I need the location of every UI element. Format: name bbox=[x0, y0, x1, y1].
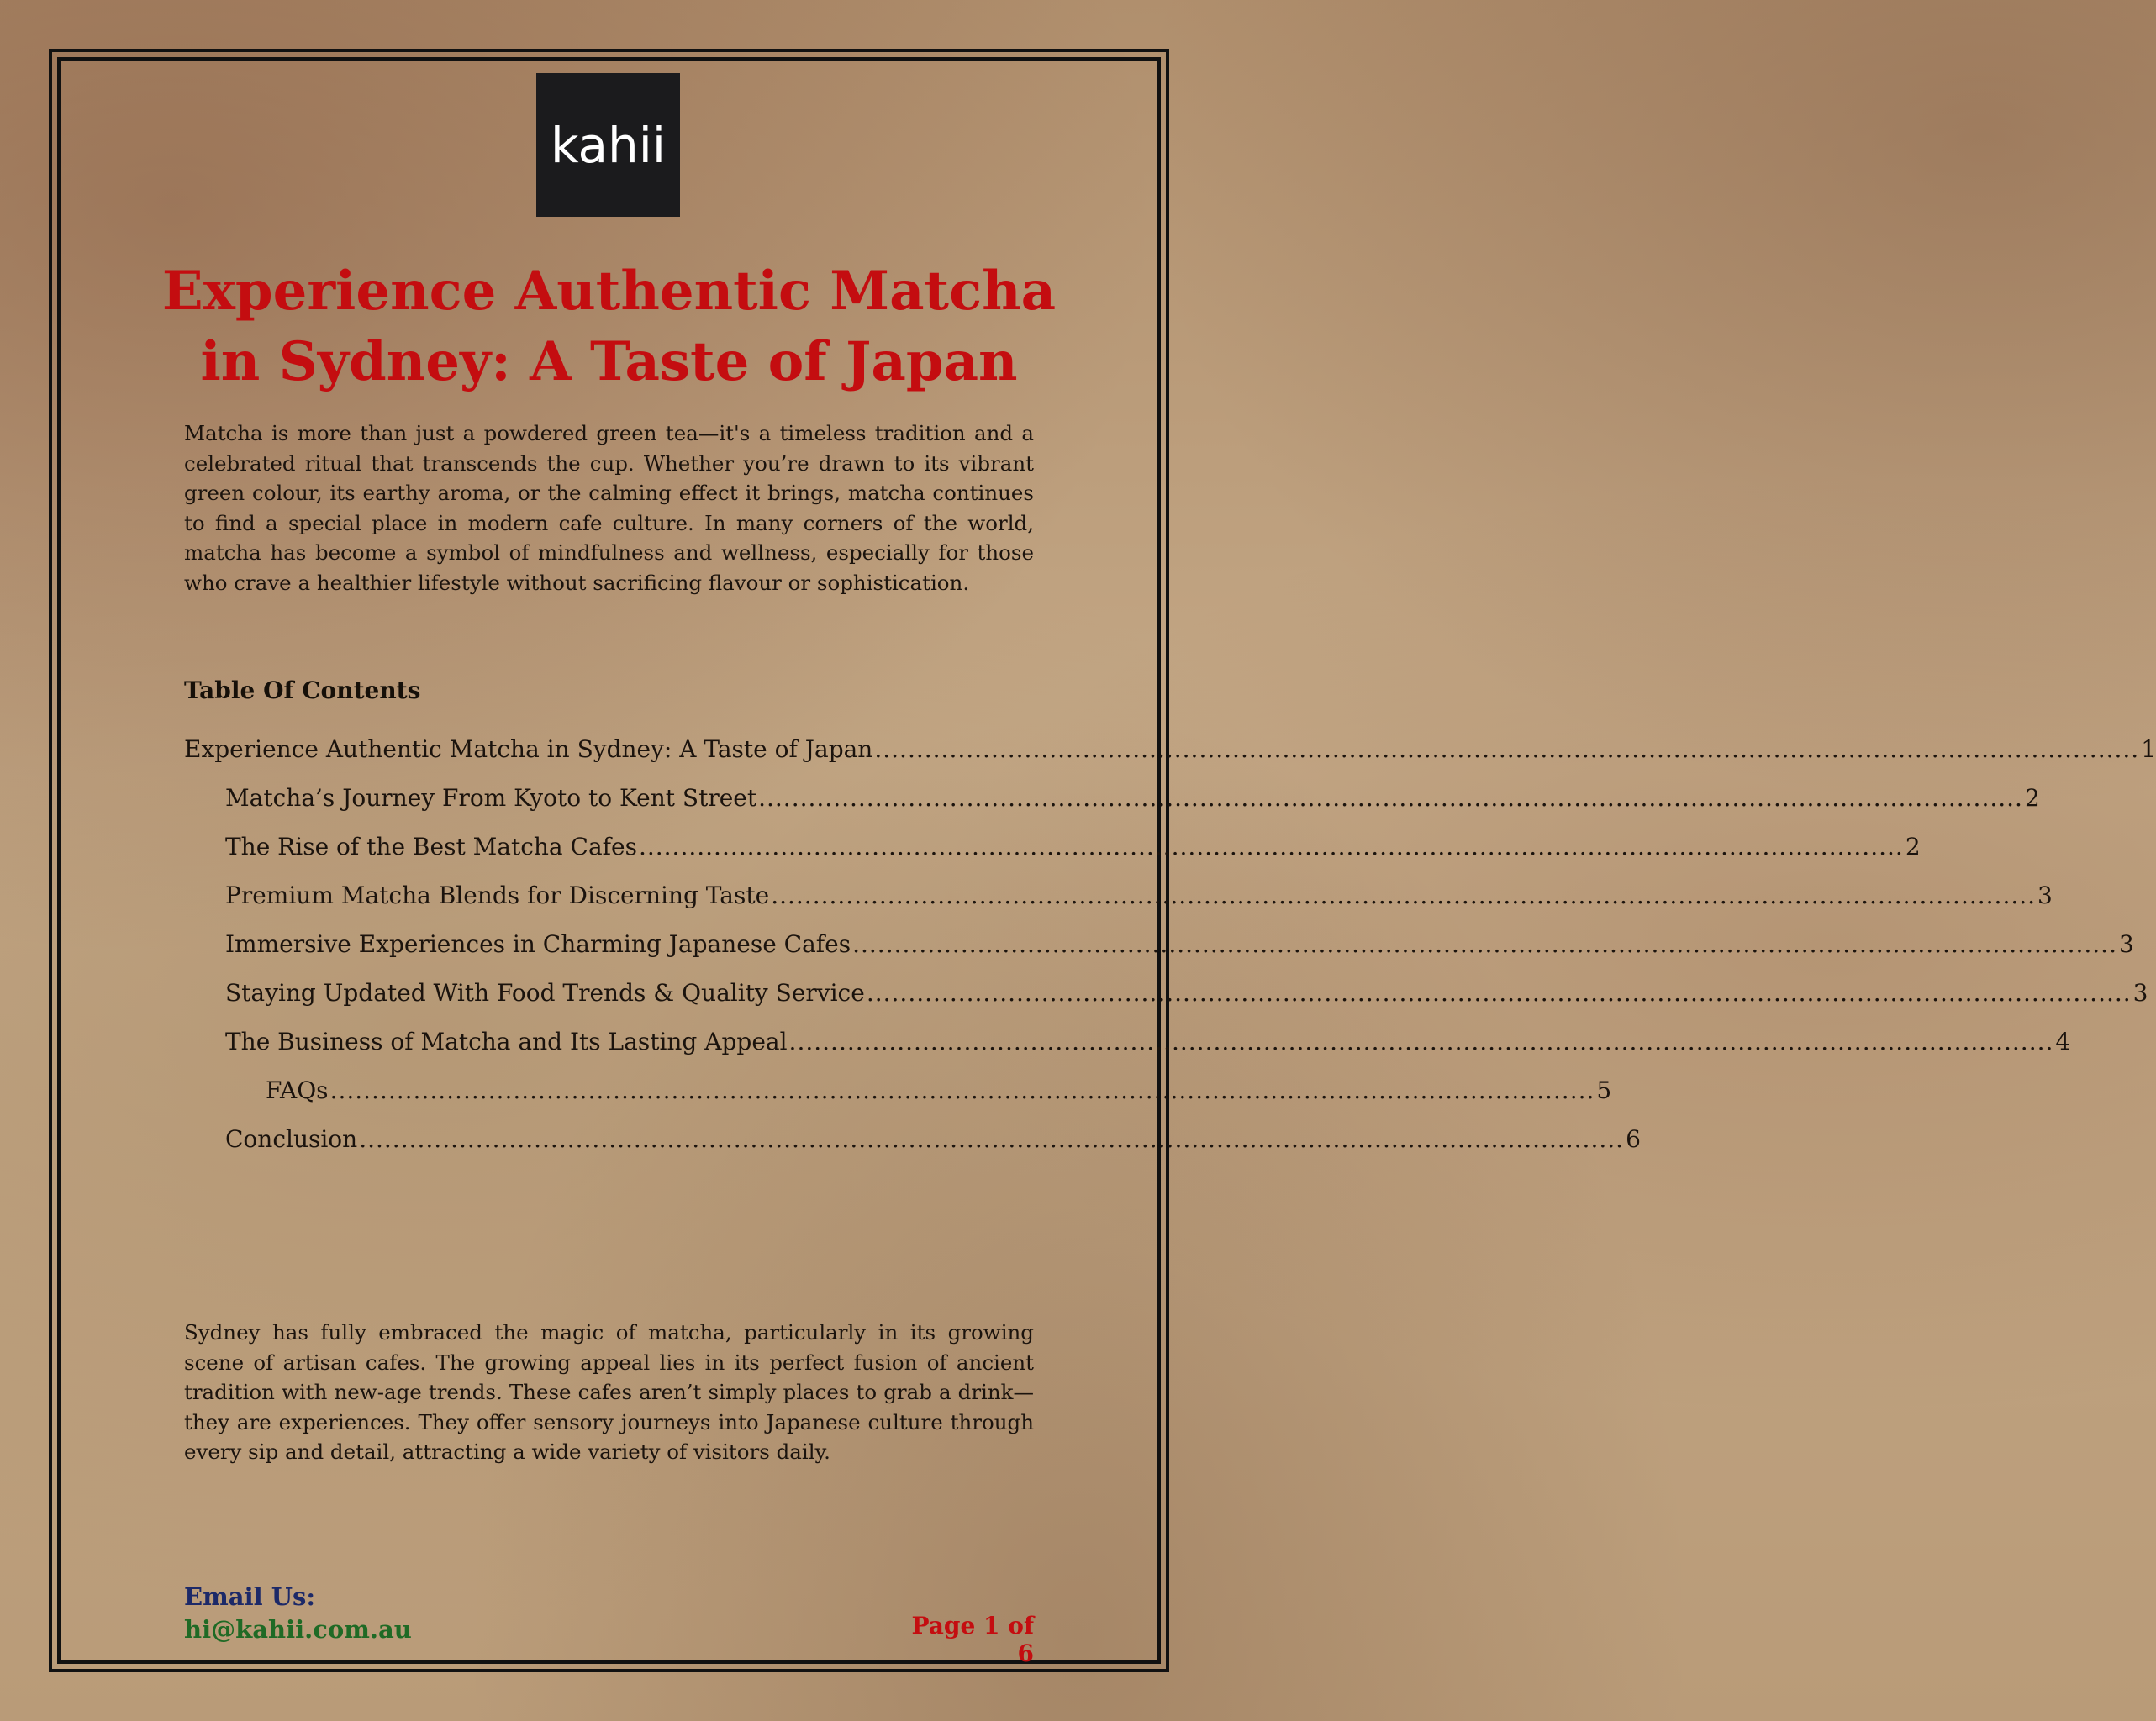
toc-item-label: Conclusion bbox=[225, 1124, 358, 1153]
toc-item-label: Immersive Experiences in Charming Japanese Cafes bbox=[225, 929, 851, 958]
toc-item-page: 4 bbox=[2055, 1027, 2071, 1055]
toc-item-page: 1 bbox=[2141, 734, 2156, 763]
logo-text: kahii bbox=[550, 116, 667, 174]
toc-item-label: Premium Matcha Blends for Discerning Taste bbox=[225, 881, 770, 909]
toc-item-page: 3 bbox=[2037, 881, 2053, 909]
toc-item[interactable] bbox=[184, 822, 1921, 871]
toc-leader-dots: ........................................................................................................................................................ bbox=[852, 929, 2117, 958]
toc-item[interactable] bbox=[184, 1114, 1641, 1163]
toc-item-label: FAQs bbox=[266, 1076, 329, 1104]
toc-item[interactable] bbox=[184, 1017, 2071, 1066]
toc-item-label: Matcha’s Journey From Kyoto to Kent Street bbox=[225, 783, 757, 812]
toc-leader-dots: ........................................................................................................................................................ bbox=[866, 978, 2132, 1007]
toc-leader-dots: ........................................................................................................................................................ bbox=[758, 783, 2023, 812]
toc-item-page: 2 bbox=[1905, 832, 1921, 860]
email-label: Email Us: bbox=[184, 1582, 316, 1611]
toc-item-page: 2 bbox=[2024, 783, 2040, 812]
toc-item[interactable] bbox=[184, 1066, 1612, 1114]
toc-leader-dots: ........................................................................................................................................................ bbox=[788, 1027, 2054, 1055]
toc-item-label: Experience Authentic Matcha in Sydney: A Taste of Japan bbox=[184, 734, 873, 763]
toc-item-page: 3 bbox=[2118, 929, 2134, 958]
toc-leader-dots: ........................................................................................................................................................ bbox=[771, 881, 2037, 909]
toc-item[interactable] bbox=[184, 968, 2148, 1017]
toc-item-label: Staying Updated With Food Trends & Quality Service bbox=[225, 978, 865, 1007]
toc-leader-dots: ........................................................................................................................................................ bbox=[638, 832, 1904, 860]
table-of-contents bbox=[184, 724, 2156, 1163]
page-title: Experience Authentic Matcha in Sydney: A Taste of Japan bbox=[161, 260, 1057, 393]
toc-item-page: 5 bbox=[1596, 1076, 1612, 1104]
toc-leader-dots: ........................................................................................................................................................ bbox=[359, 1124, 1625, 1153]
toc-item[interactable] bbox=[184, 919, 2134, 968]
toc-item-page: 3 bbox=[2132, 978, 2148, 1007]
toc-leader-dots: ........................................................................................................................................................ bbox=[329, 1076, 1595, 1104]
toc-item-page: 6 bbox=[1626, 1124, 1641, 1153]
toc-heading: Table Of Contents bbox=[184, 676, 421, 704]
toc-item[interactable] bbox=[184, 871, 2053, 919]
email-link[interactable]: hi@kahii.com.au bbox=[184, 1615, 412, 1644]
kahii-logo bbox=[536, 73, 680, 217]
body-paragraph: Sydney has fully embraced the magic of matcha, particularly in its growing scene of artisan cafes. The growing appeal lies in its perfect fusion of ancient tradition with new-age trends. These cafes aren’t simply places to grab a drink—they are experiences. They offer sensory journeys into Japanese culture through every sip and detail, attracting a wide variety of visitors daily. bbox=[184, 1320, 1034, 1464]
toc-item[interactable] bbox=[184, 724, 2156, 773]
toc-item-label: The Business of Matcha and Its Lasting Appeal bbox=[225, 1027, 788, 1055]
toc-item[interactable] bbox=[184, 773, 2040, 822]
toc-leader-dots: ........................................................................................................................................................ bbox=[874, 734, 2140, 763]
intro-paragraph: Matcha is more than just a powdered green tea—it's a timeless tradition and a celebrated ritual that transcends the cup. Whether you’re drawn to its vibrant green colour, its earthy aroma, or the calming effect it brings, matcha continues to find a special place in modern cafe culture. In many corners of the world, matcha has become a symbol of mindfulness and wellness, especially for those who crave a healthier lifestyle without sacrificing flavour or sophistication. bbox=[184, 421, 1034, 595]
toc-item-label: The Rise of the Best Matcha Cafes bbox=[225, 832, 637, 860]
page-number: Page 1 of 6 bbox=[911, 1612, 1034, 1667]
